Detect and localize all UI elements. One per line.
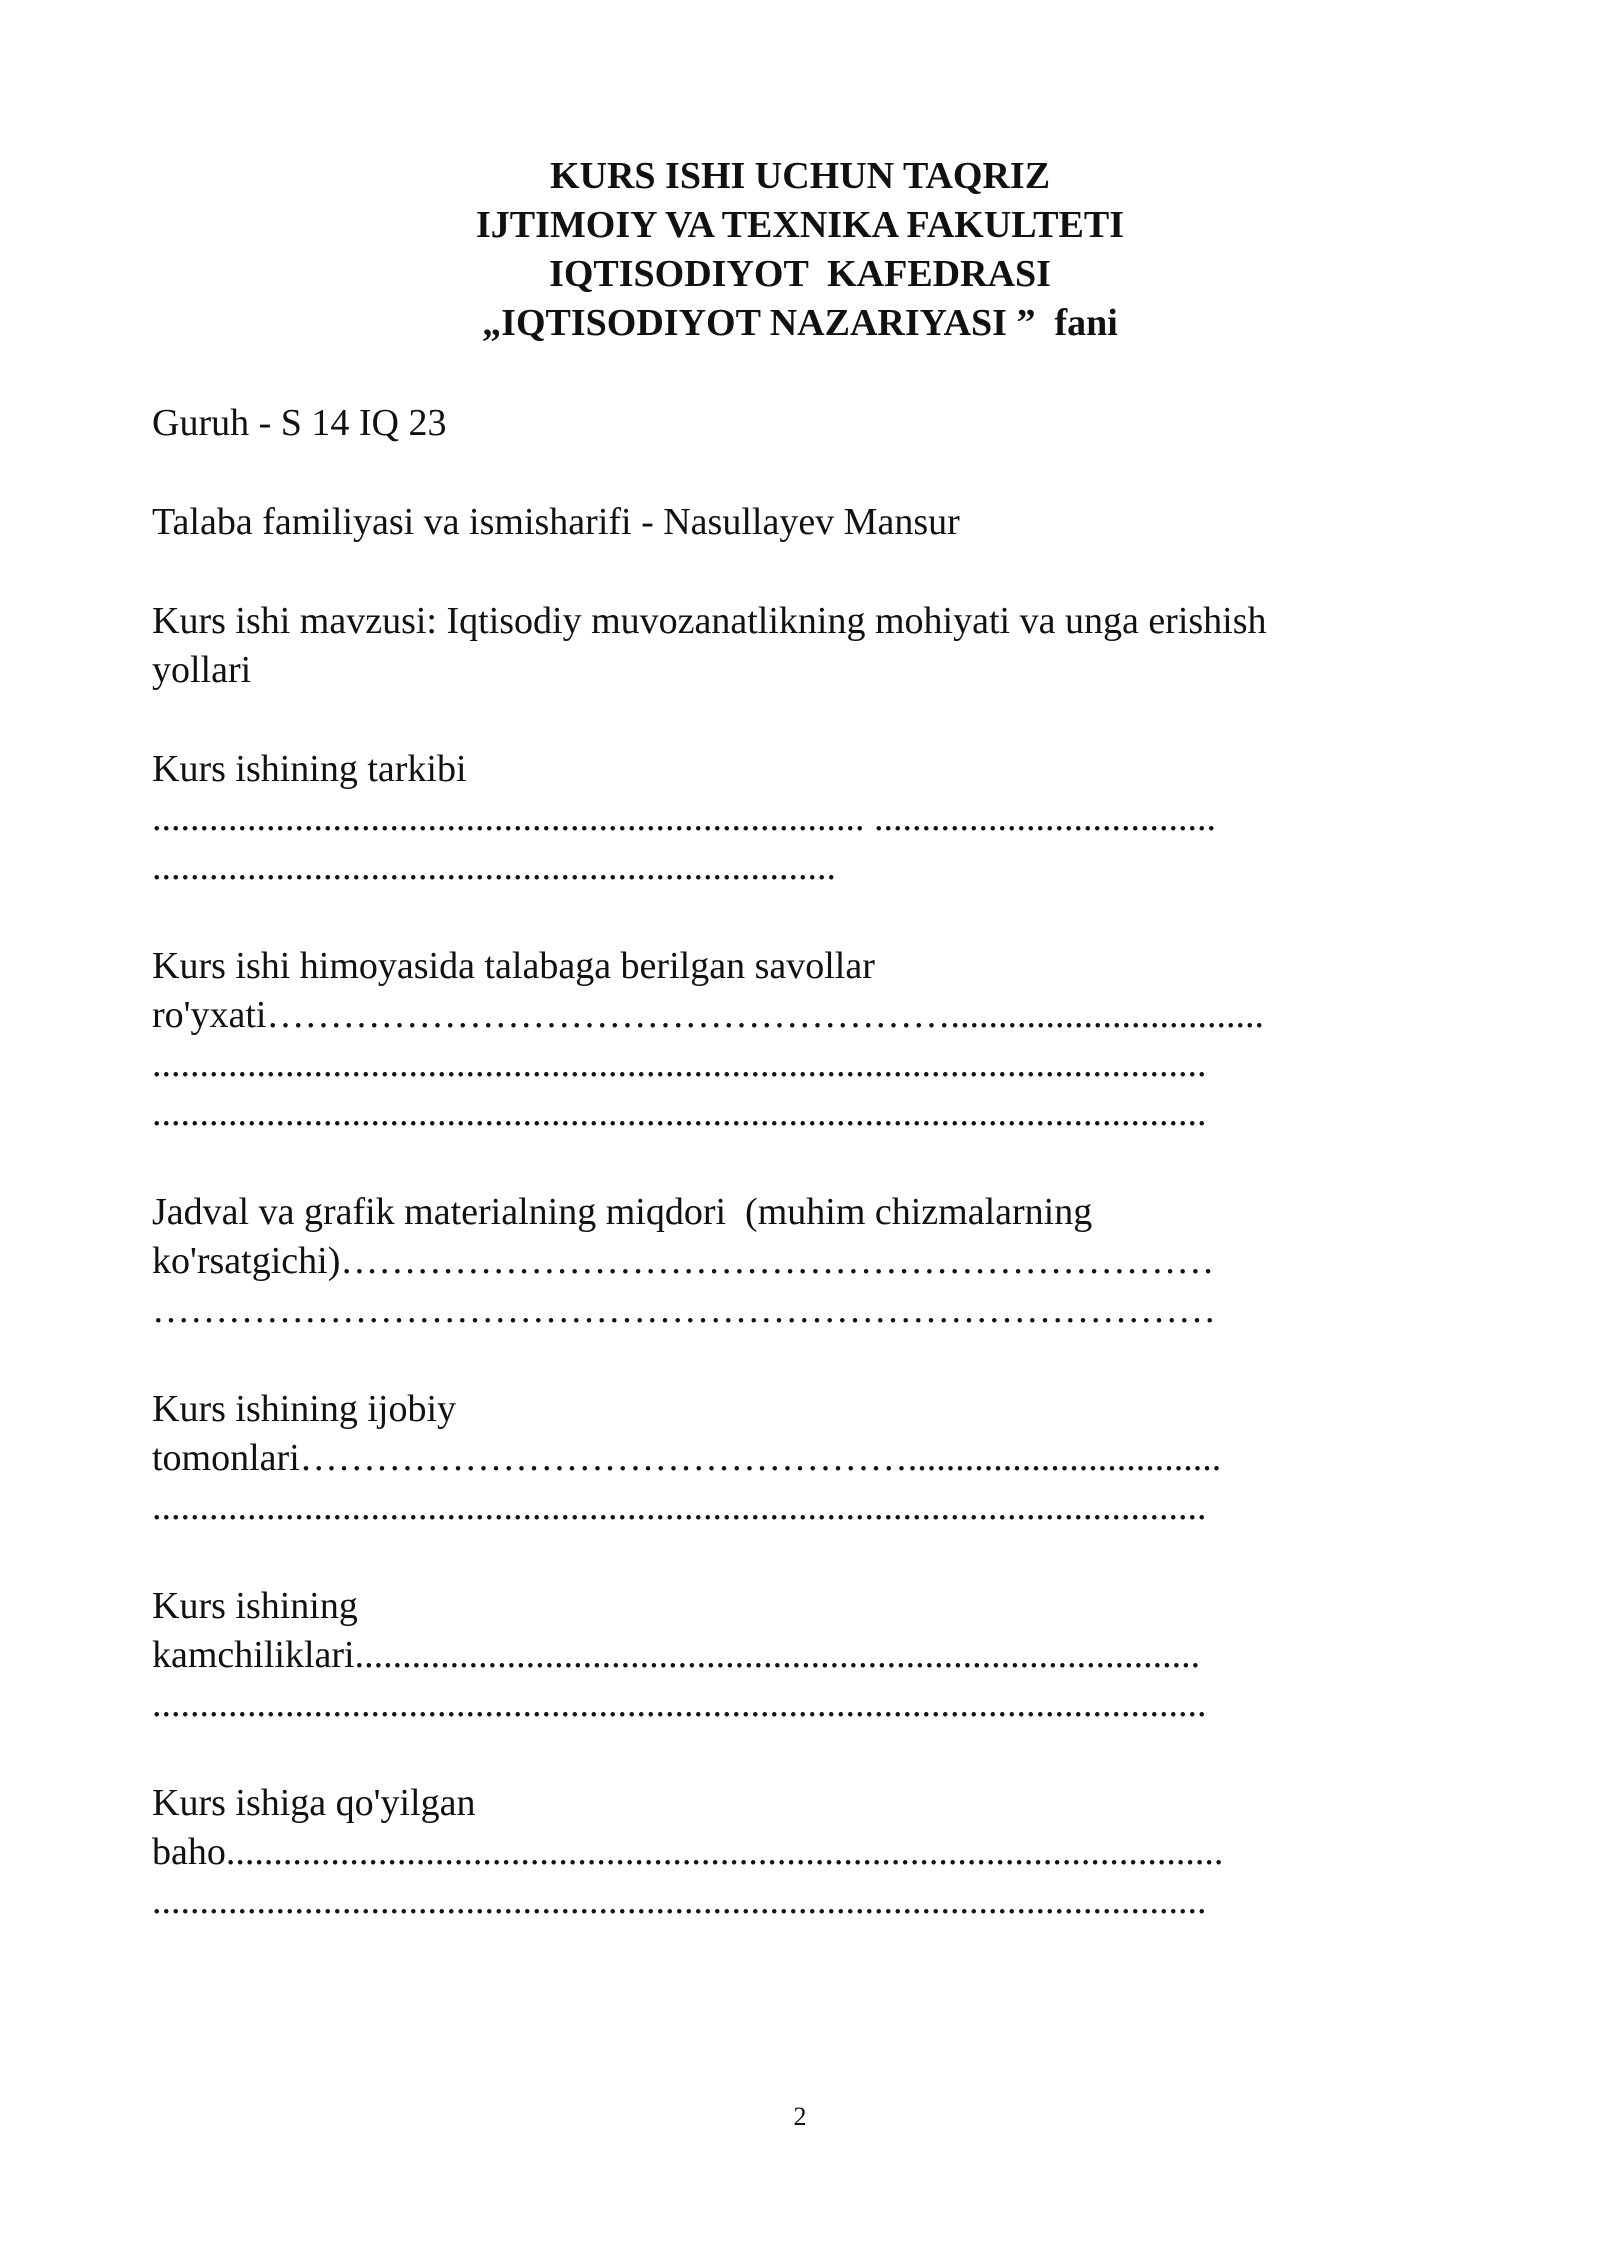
page-number: 2 bbox=[793, 2102, 807, 2131]
positive-line: tomonlari…………………………………………................................. bbox=[152, 1437, 1222, 1479]
department-title: IQTISODIYOT KAFEDRASI bbox=[549, 253, 1051, 295]
topic-line-2: yollari bbox=[152, 649, 252, 691]
grade-line: baho......................................................................................................... bbox=[152, 1831, 1224, 1873]
questions-dots-1: ............................................................................................................... bbox=[152, 1043, 1207, 1085]
positive-label: Kurs ishining ijobiy bbox=[152, 1388, 457, 1430]
topic-line-1: Kurs ishi mavzusi: Iqtisodiy muvozanatlikning mohiyati va unga erishish bbox=[152, 600, 1267, 642]
structure-label: Kurs ishining tarkibi bbox=[152, 748, 467, 790]
shortcomings-line: kamchiliklari......................................................................................... bbox=[152, 1634, 1201, 1676]
shortcomings-label: Kurs ishining bbox=[152, 1585, 358, 1627]
group-line: Guruh - S 14 IQ 23 bbox=[152, 402, 447, 444]
review-title: KURS ISHI UCHUN TAQRIZ bbox=[549, 155, 1051, 197]
grade-label: Kurs ishiga qo'yilgan bbox=[152, 1782, 476, 1824]
positive-dots: ............................................................................................................... bbox=[152, 1486, 1207, 1528]
structure-dots-2: ........................................................................ bbox=[152, 846, 836, 888]
faculty-title: IJTIMOIY VA TEXNIKA FAKULTETI bbox=[476, 204, 1124, 246]
questions-dots-2: ............................................................................................................... bbox=[152, 1092, 1207, 1134]
questions-line: ro'yxati………………………………………………................................. bbox=[152, 994, 1264, 1036]
document-header bbox=[0, 152, 1600, 348]
tables-dots: ………………………………………………………………………… bbox=[152, 1289, 1216, 1331]
structure-dots-1: ........................................................................... .................................... bbox=[152, 797, 1216, 839]
questions-label: Kurs ishi himoyasida talabaga berilgan savollar bbox=[152, 945, 875, 987]
student-name-line: Talaba familiyasi va ismisharifi - Nasullayev Mansur bbox=[152, 501, 960, 543]
shortcomings-dots: ............................................................................................................... bbox=[152, 1683, 1207, 1725]
grade-dots: ............................................................................................................... bbox=[152, 1880, 1207, 1922]
tables-label: Jadval va grafik materialning miqdori (muhim chizmalarning bbox=[152, 1191, 1093, 1233]
subject-title: „IQTISODIYOT NAZARIYASI ” fani bbox=[482, 302, 1118, 344]
tables-line: ko'rsatgichi)…………………………………………………………… bbox=[152, 1240, 1215, 1282]
